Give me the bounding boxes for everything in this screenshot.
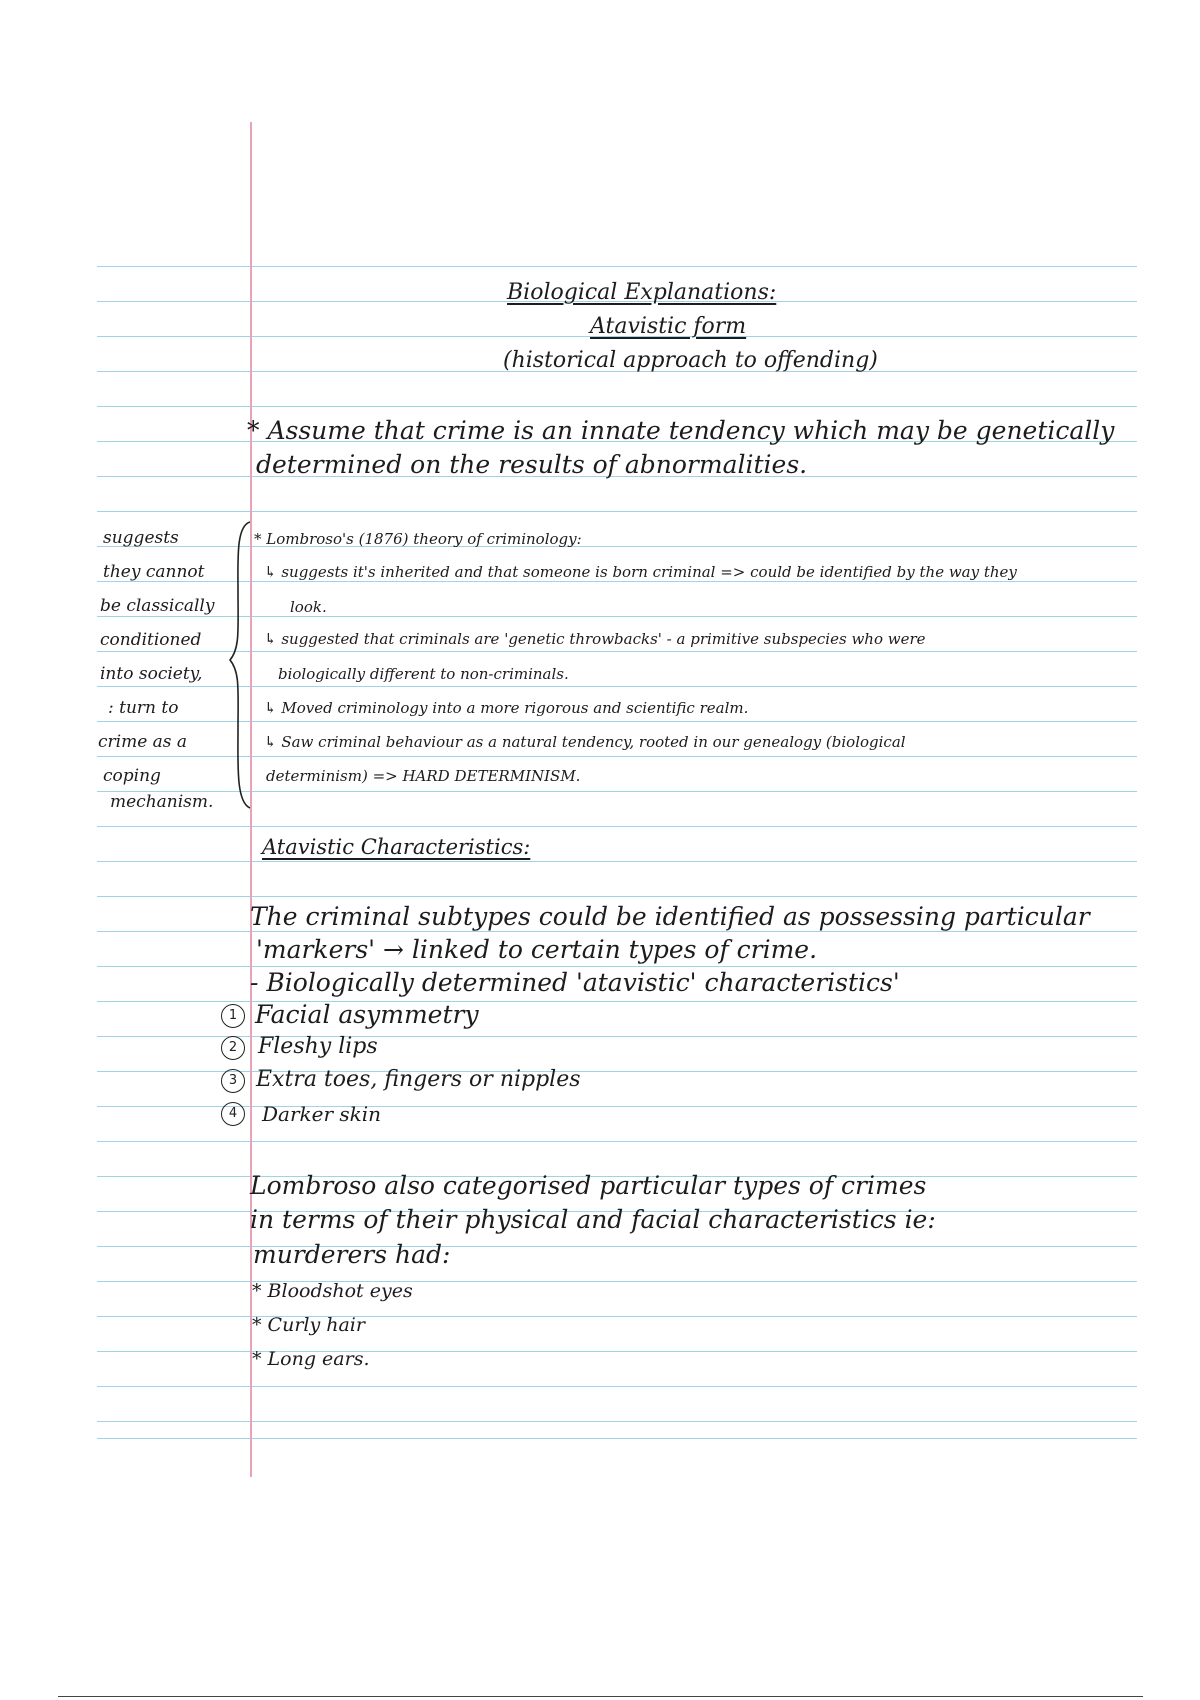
ruled-line: [97, 826, 1137, 827]
page-title: Biological Explanations:: [507, 280, 777, 305]
crimes-list-item: * Long ears.: [252, 1348, 370, 1370]
lombroso-point: ↳ Moved criminology into a more rigorous and scientific realm.: [264, 699, 749, 717]
lombroso-point: biologically different to non-criminals.: [278, 665, 569, 683]
characteristic-item: Extra toes, fingers or nipples: [256, 1067, 581, 1092]
sidenote-line: crime as a: [98, 732, 188, 752]
page-subtitle: Atavistic form: [590, 314, 747, 339]
ruled-line: [97, 1106, 1137, 1107]
ruled-line: [97, 896, 1137, 897]
crimes-list-item: * Bloodshot eyes: [252, 1280, 413, 1302]
page-subtitle-note: (historical approach to offending): [503, 348, 878, 373]
lombroso-point: look.: [290, 598, 327, 616]
intro-line: determined on the results of abnormalities.: [256, 450, 808, 479]
ruled-line: [97, 1001, 1137, 1002]
characteristic-item: Darker skin: [262, 1102, 382, 1126]
sidenote-line: coping: [103, 766, 161, 786]
numbered-circle-icon: 1: [221, 1004, 245, 1028]
numbered-circle-icon: 3: [221, 1069, 245, 1093]
characteristic-item: Fleshy lips: [258, 1034, 378, 1059]
ruled-line: [97, 931, 1137, 932]
lombroso-point: ↳ suggested that criminals are 'genetic throwbacks' - a primitive subspecies who were: [264, 630, 926, 648]
ruled-line: [97, 1071, 1137, 1072]
lombroso-heading: * Lombroso's (1876) theory of criminology:: [254, 530, 582, 548]
sidenote-line: they cannot: [103, 562, 205, 582]
page-bottom-rule: [58, 1696, 1143, 1697]
ruled-line: [97, 406, 1137, 407]
ruled-line: [97, 1036, 1137, 1037]
characteristics-line: The criminal subtypes could be identified as possessing particular: [250, 902, 1090, 931]
ruled-line: [97, 1386, 1137, 1387]
characteristics-line: - Biologically determined 'atavistic' characteristics': [250, 968, 900, 997]
curly-brace-icon: [226, 520, 256, 810]
sidenote-line: be classically: [100, 596, 215, 616]
crimes-list-item: * Curly hair: [252, 1314, 365, 1336]
lombroso-point: ↳ Saw criminal behaviour as a natural tendency, rooted in our genealogy (biological: [264, 733, 906, 751]
ruled-line: [97, 266, 1137, 267]
ruled-line: [97, 861, 1137, 862]
ruled-line: [97, 1438, 1137, 1439]
sidenote-line: conditioned: [100, 630, 202, 650]
characteristic-item: Facial asymmetry: [255, 1000, 479, 1029]
intro-line: * Assume that crime is an innate tendency which may be genetically: [247, 416, 1115, 445]
numbered-circle-icon: 4: [221, 1102, 245, 1126]
characteristics-line: 'markers' → linked to certain types of crime.: [256, 935, 818, 964]
numbered-circle-icon: 2: [221, 1036, 245, 1060]
crimes-line: murderers had:: [253, 1240, 451, 1269]
sidenote-line: into society,: [100, 664, 203, 684]
ruled-line: [97, 1141, 1137, 1142]
ruled-line: [97, 1421, 1137, 1422]
lombroso-point: ↳ suggests it's inherited and that someone is born criminal => could be identified by the way they: [264, 563, 1017, 581]
lombroso-point: determinism) => HARD DETERMINISM.: [266, 767, 581, 785]
ruled-line: [97, 511, 1137, 512]
sidenote-line: : turn to: [108, 698, 179, 718]
crimes-line: in terms of their physical and facial characteristics ie:: [250, 1205, 936, 1234]
sidenote-line: suggests: [103, 528, 179, 548]
characteristics-heading: Atavistic Characteristics:: [262, 835, 531, 859]
sidenote-line: mechanism.: [110, 792, 214, 812]
crimes-line: Lombroso also categorised particular types of crimes: [250, 1171, 927, 1200]
ruled-line: [97, 966, 1137, 967]
